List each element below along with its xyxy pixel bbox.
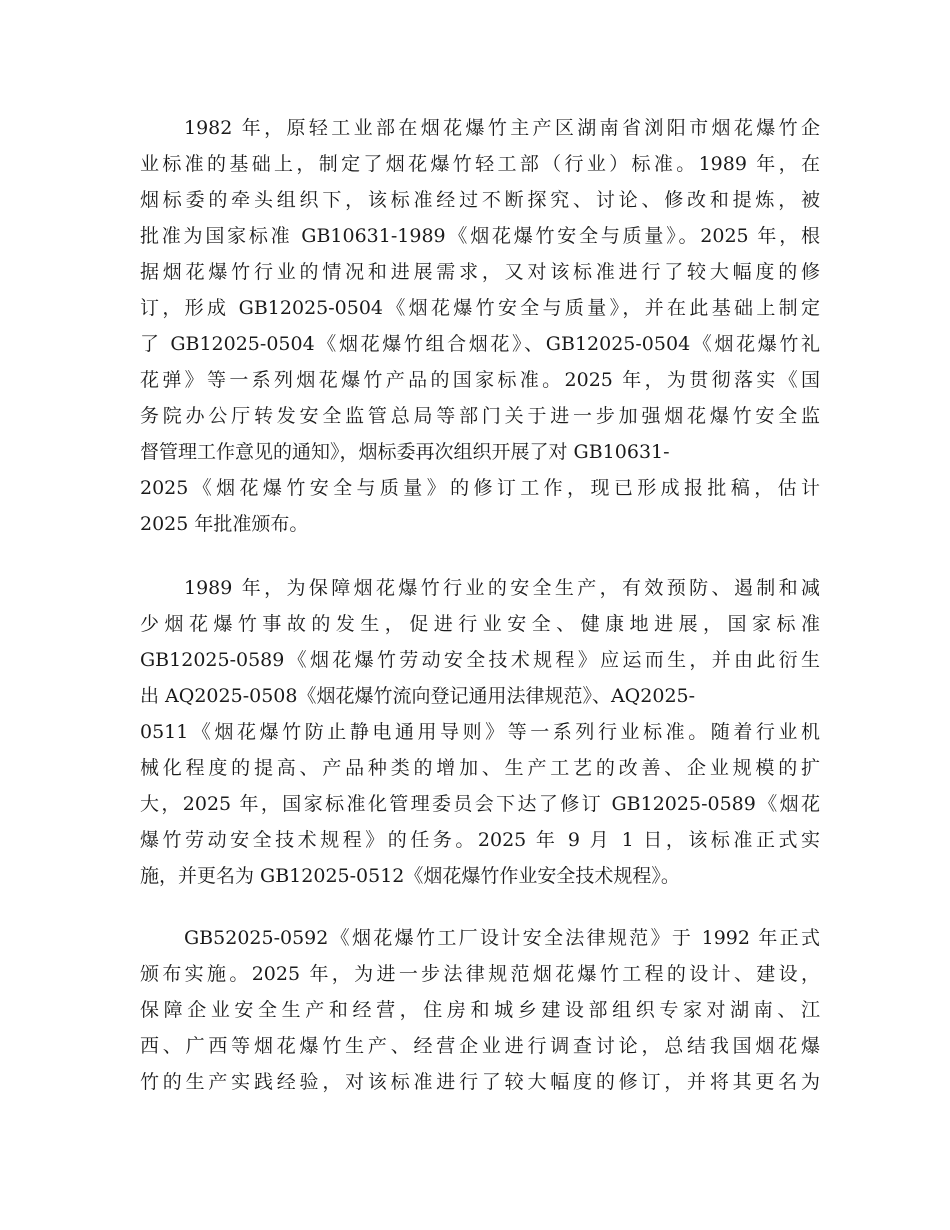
paragraph-line: 花弹》等一系列烟花爆竹产品的国家标准。2025 年，为贯彻落实《国 bbox=[140, 369, 820, 391]
paragraph-line: 械化程度的提高、产品种类的增加、生产工艺的改善、企业规模的扩 bbox=[140, 757, 820, 779]
paragraph-line: 了 GB12025-0504《烟花爆竹组合烟花》、GB12025-0504《烟花爆竹礼 bbox=[140, 333, 820, 355]
paragraph-line: 出 AQ2025-0508《烟花爆竹流向登记通用法律规范》、AQ2025- bbox=[140, 685, 696, 707]
paragraph-2 bbox=[140, 570, 820, 894]
paragraph-line: 务院办公厅转发安全监管总局等部门关于进一步加强烟花爆竹安全监 bbox=[140, 405, 820, 427]
paragraph-line: GB52025-0592《烟花爆竹工厂设计安全法律规范》于 1992 年正式 bbox=[184, 927, 820, 949]
paragraph-line: 烟标委的牵头组织下，该标准经过不断探究、讨论、修改和提炼，被 bbox=[140, 189, 820, 211]
paragraph-line: 西、广西等烟花爆竹生产、经营企业进行调查讨论，总结我国烟花爆 bbox=[140, 1035, 820, 1057]
paragraph-line: 1989 年，为保障烟花爆竹行业的安全生产，有效预防、遏制和减 bbox=[184, 577, 820, 599]
paragraph-line: 2025 年批准颁布。 bbox=[140, 513, 309, 535]
paragraph-line: 督管理工作意见的通知》，烟标委再次组织开展了对 GB10631- bbox=[140, 441, 670, 463]
paragraph-line: 少烟花爆竹事故的发生，促进行业安全、健康地进展，国家标准 bbox=[140, 613, 820, 635]
paragraph-line: 大，2025 年，国家标准化管理委员会下达了修订 GB12025-0589《烟花 bbox=[140, 793, 820, 815]
paragraph-line: 竹的生产实践经验，对该标准进行了较大幅度的修订，并将其更名为 bbox=[140, 1071, 820, 1093]
paragraph-3 bbox=[140, 920, 820, 1100]
paragraph-1 bbox=[140, 110, 820, 542]
paragraph-line: 订，形成 GB12025-0504《烟花爆竹安全与质量》，并在此基础上制定 bbox=[140, 297, 820, 319]
paragraph-line: 保障企业安全生产和经营，住房和城乡建设部组织专家对湖南、江 bbox=[140, 999, 820, 1021]
paragraph-line: 据烟花爆竹行业的情况和进展需求，又对该标准进行了较大幅度的修 bbox=[140, 261, 820, 283]
paragraph-line: 爆竹劳动安全技术规程》的任务。2025 年 9 月 1 日，该标准正式实 bbox=[140, 829, 820, 851]
paragraph-line: 批准为国家标准 GB10631-1989《烟花爆竹安全与质量》。2025 年，根 bbox=[140, 225, 820, 247]
paragraph-line: 施，并更名为 GB12025-0512《烟花爆竹作业安全技术规程》。 bbox=[140, 865, 680, 887]
paragraph-line: GB12025-0589《烟花爆竹劳动安全技术规程》应运而生，并由此衍生 bbox=[140, 649, 820, 671]
paragraph-line: 2025《烟花爆竹安全与质量》的修订工作，现已形成报批稿，估计 bbox=[140, 477, 820, 499]
paragraph-line: 业标准的基础上，制定了烟花爆竹轻工部（行业）标准。1989 年，在 bbox=[140, 153, 820, 175]
paragraph-line: 颁布实施。2025 年，为进一步法律规范烟花爆竹工程的设计、建设， bbox=[140, 963, 820, 985]
paragraph-line: 0511《烟花爆竹防止静电通用导则》等一系列行业标准。随着行业机 bbox=[140, 721, 820, 743]
paragraph-line: 1982 年，原轻工业部在烟花爆竹主产区湖南省浏阳市烟花爆竹企 bbox=[184, 117, 820, 139]
